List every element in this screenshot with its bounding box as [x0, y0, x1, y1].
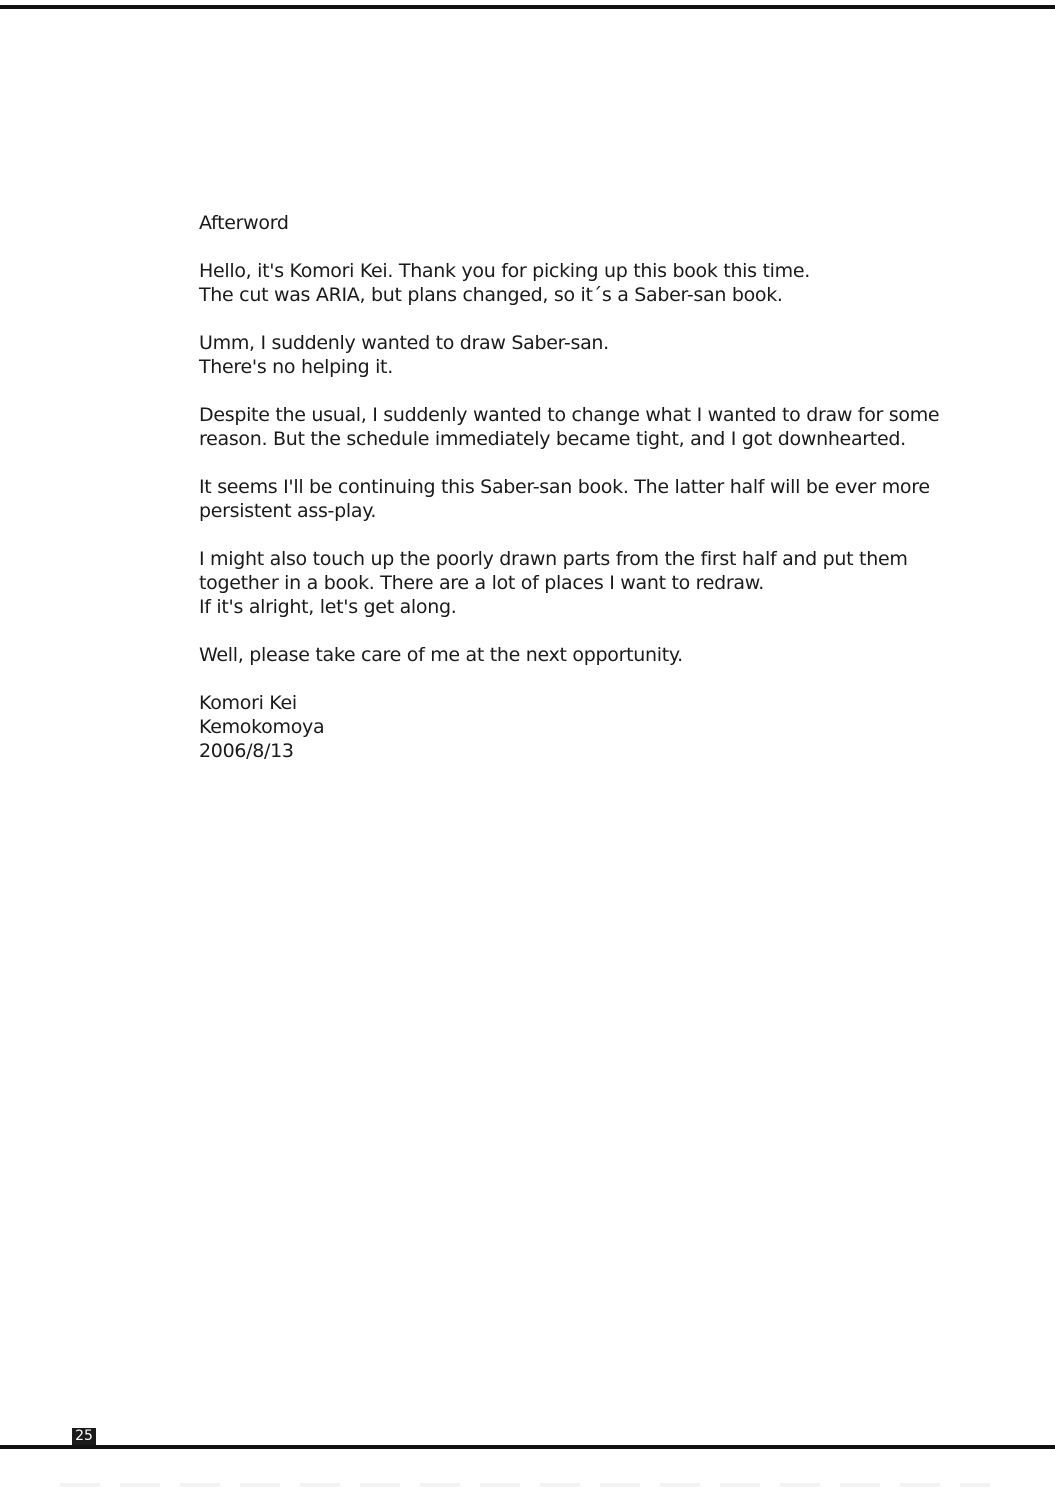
- page-number: 25: [72, 1428, 96, 1445]
- paragraph-spacer: [199, 667, 939, 691]
- signature-date: 2006/8/13: [199, 740, 294, 762]
- paragraph-6-line-1: Well, please take care of me at the next opportunity.: [199, 644, 683, 666]
- paragraph-2-line-2: There's no helping it.: [199, 356, 393, 378]
- paragraph-3-line-2: reason. But the schedule immediately became tight, and I got downhearted.: [199, 428, 906, 450]
- afterword-text: [199, 211, 939, 763]
- paragraph-spacer: [199, 235, 939, 259]
- paragraph-5-line-2: together in a book. There are a lot of places I want to redraw.: [199, 572, 765, 594]
- paragraph-1-line-1: Hello, it's Komori Kei. Thank you for picking up this book this time.: [199, 260, 810, 282]
- signature-circle: Kemokomoya: [199, 716, 325, 738]
- paragraph-2-line-1: Umm, I suddenly wanted to draw Saber-san.: [199, 332, 609, 354]
- paragraph-3-line-1: Despite the usual, I suddenly wanted to change what I wanted to draw for some: [199, 404, 940, 426]
- paragraph-spacer: [199, 379, 939, 403]
- top-border-rule: [0, 5, 1055, 9]
- page-title: Afterword: [199, 212, 289, 234]
- signature-author: Komori Kei: [199, 692, 297, 714]
- scan-bleed-strip: [60, 1483, 990, 1487]
- paragraph-spacer: [199, 451, 939, 475]
- paragraph-spacer: [199, 307, 939, 331]
- paragraph-5-line-1: I might also touch up the poorly drawn parts from the first half and put them: [199, 548, 908, 570]
- paragraph-spacer: [199, 523, 939, 547]
- paragraph-5-line-3: If it's alright, let's get along.: [199, 596, 457, 618]
- paragraph-spacer: [199, 619, 939, 643]
- paragraph-4-line-2: persistent ass-play.: [199, 500, 377, 522]
- paragraph-1-line-2: The cut was ARIA, but plans changed, so it´s a Saber-san book.: [199, 284, 783, 306]
- paragraph-4-line-1: It seems I'll be continuing this Saber-san book. The latter half will be ever more: [199, 476, 930, 498]
- bottom-border-rule: [0, 1445, 1055, 1449]
